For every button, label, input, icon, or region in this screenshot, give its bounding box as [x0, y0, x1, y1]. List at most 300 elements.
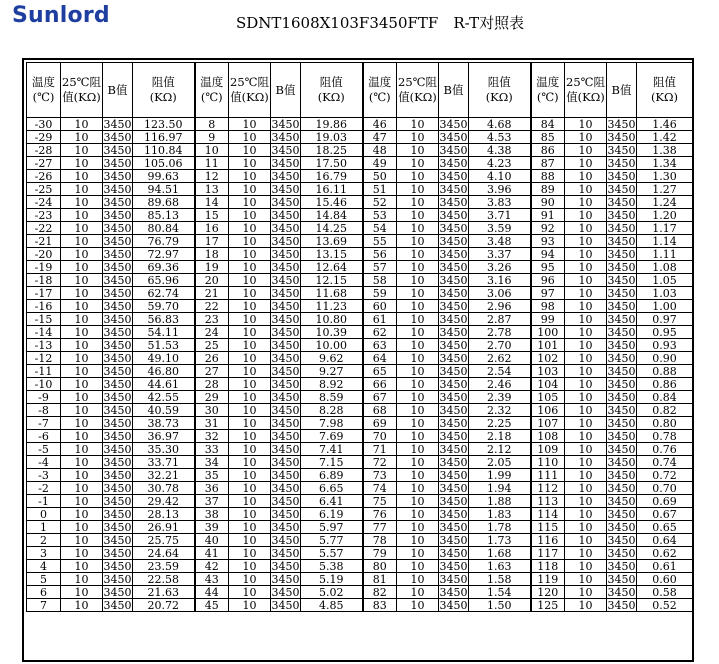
b-value-cell: 3450	[607, 260, 636, 274]
b-value-cell: 3450	[103, 494, 132, 508]
r25-cell: 10	[565, 495, 607, 508]
temperature-cell: 75	[363, 495, 397, 508]
resistance-cell: 1.42	[637, 131, 693, 144]
temperature-cell: 6	[27, 586, 61, 599]
temperature-cell: 3	[27, 547, 61, 560]
b-value-cell: 3450	[103, 169, 132, 183]
b-value-cell: 3450	[439, 286, 468, 300]
b-value-cell: 3450	[103, 208, 132, 222]
r25-cell: 10	[61, 352, 103, 365]
temperature-cell: -3	[27, 469, 61, 482]
resistance-cell: 1.24	[637, 196, 693, 209]
b-value-cell: 3450	[607, 520, 636, 534]
r25-cell: 10	[61, 547, 103, 560]
resistance-cell: 2.46	[469, 378, 531, 391]
temperature-cell: 117	[531, 547, 565, 560]
table-row	[27, 391, 693, 404]
resistance-cell: 12.64	[301, 261, 363, 274]
resistance-cell: 3.71	[469, 209, 531, 222]
resistance-cell: 0.65	[637, 521, 693, 534]
r25-cell: 10	[229, 469, 271, 482]
b-value-cell: 3450	[439, 494, 468, 508]
table-row	[27, 365, 693, 378]
temperature-cell: 56	[363, 248, 397, 261]
resistance-cell: 16.79	[301, 170, 363, 183]
r25-cell: 10	[229, 144, 271, 157]
b-value-cell: 3450	[271, 299, 300, 313]
temperature-cell: 77	[363, 521, 397, 534]
temperature-cell: 44	[195, 586, 229, 599]
resistance-cell: 16.11	[301, 183, 363, 196]
temperature-cell: -23	[27, 209, 61, 222]
table-row	[27, 274, 693, 287]
b-value-cell: 3450	[271, 364, 300, 378]
resistance-cell: 4.85	[301, 599, 363, 612]
temperature-cell: 115	[531, 521, 565, 534]
r25-cell: 10	[397, 157, 439, 170]
temperature-cell: 57	[363, 261, 397, 274]
temperature-cell: 50	[363, 170, 397, 183]
temperature-cell: 110	[531, 456, 565, 469]
table-row	[27, 157, 693, 170]
resistance-cell: 36.97	[133, 430, 195, 443]
b-value-cell: 3450	[271, 507, 300, 521]
r25-cell: 10	[397, 300, 439, 313]
r25-cell: 10	[61, 391, 103, 404]
r25-cell: 10	[565, 261, 607, 274]
temperature-cell: 113	[531, 495, 565, 508]
temperature-cell: 22	[195, 300, 229, 313]
r25-cell: 10	[397, 144, 439, 157]
r25-cell: 10	[565, 170, 607, 183]
resistance-cell: 1.27	[637, 183, 693, 196]
header-resistance: 阻值 (KΩ)	[637, 63, 693, 118]
r25-cell: 10	[61, 183, 103, 196]
r25-cell: 10	[229, 508, 271, 521]
b-value-cell: 3450	[271, 585, 300, 599]
r25-cell: 10	[397, 599, 439, 612]
temperature-cell: 1	[27, 521, 61, 534]
table-row	[27, 287, 693, 300]
b-value-cell: 3450	[103, 299, 132, 313]
temperature-cell: 17	[195, 235, 229, 248]
resistance-cell: 28.13	[133, 508, 195, 521]
resistance-cell: 0.82	[637, 404, 693, 417]
r25-cell: 10	[565, 300, 607, 313]
resistance-cell: 1.38	[637, 144, 693, 157]
b-value-cell: 3450	[439, 559, 468, 573]
b-value-cell: 3450	[439, 364, 468, 378]
temperature-cell: 66	[363, 378, 397, 391]
resistance-cell: 0.64	[637, 534, 693, 547]
temperature-cell: 90	[531, 196, 565, 209]
b-value-cell: 3450	[439, 377, 468, 391]
temperature-cell: 111	[531, 469, 565, 482]
b-value-cell: 3450	[607, 585, 636, 599]
temperature-cell: -20	[27, 248, 61, 261]
rt-table-frame	[22, 58, 694, 662]
resistance-cell: 7.98	[301, 417, 363, 430]
resistance-cell: 5.57	[301, 547, 363, 560]
r25-cell: 10	[229, 456, 271, 469]
resistance-cell: 105.06	[133, 157, 195, 170]
resistance-cell: 1.68	[469, 547, 531, 560]
resistance-cell: 0.93	[637, 339, 693, 352]
temperature-cell: 31	[195, 417, 229, 430]
b-value-cell: 3450	[439, 429, 468, 443]
r25-cell: 10	[565, 209, 607, 222]
r25-cell: 10	[397, 417, 439, 430]
b-value-cell: 3450	[103, 273, 132, 287]
resistance-cell: 6.89	[301, 469, 363, 482]
resistance-cell: 38.73	[133, 417, 195, 430]
b-value-cell: 3450	[271, 481, 300, 495]
temperature-cell: 21	[195, 287, 229, 300]
r25-cell: 10	[229, 599, 271, 612]
b-value-cell: 3450	[439, 442, 468, 456]
temperature-cell: 19	[195, 261, 229, 274]
temperature-cell: 41	[195, 547, 229, 560]
r25-cell: 10	[229, 391, 271, 404]
temperature-cell: 95	[531, 261, 565, 274]
b-value-cell: 3450	[103, 130, 132, 144]
r25-cell: 10	[61, 495, 103, 508]
r25-cell: 10	[397, 170, 439, 183]
b-value-cell: 3450	[103, 260, 132, 274]
table-row	[27, 261, 693, 274]
resistance-cell: 69.36	[133, 261, 195, 274]
resistance-cell: 1.34	[637, 157, 693, 170]
r25-cell: 10	[565, 586, 607, 599]
r25-cell: 10	[565, 131, 607, 144]
b-value-cell: 3450	[103, 234, 132, 248]
temperature-cell: 11	[195, 157, 229, 170]
resistance-cell: 1.46	[637, 118, 693, 131]
temperature-cell: 119	[531, 573, 565, 586]
table-row	[27, 222, 693, 235]
resistance-cell: 25.75	[133, 534, 195, 547]
resistance-cell: 2.87	[469, 313, 531, 326]
b-value-cell: 3450	[271, 247, 300, 261]
r25-cell: 10	[229, 521, 271, 534]
b-value-cell: 3450	[103, 481, 132, 495]
r25-cell: 10	[397, 391, 439, 404]
b-value-cell: 3450	[439, 390, 468, 404]
resistance-cell: 46.80	[133, 365, 195, 378]
b-value-cell: 3450	[607, 221, 636, 235]
resistance-cell: 123.50	[133, 118, 195, 131]
resistance-cell: 2.25	[469, 417, 531, 430]
resistance-cell: 35.30	[133, 443, 195, 456]
resistance-cell: 1.30	[637, 170, 693, 183]
r25-cell: 10	[61, 404, 103, 417]
temperature-cell: 96	[531, 274, 565, 287]
temperature-cell: 5	[27, 573, 61, 586]
b-value-cell: 3450	[607, 416, 636, 430]
resistance-cell: 1.11	[637, 248, 693, 261]
r25-cell: 10	[61, 261, 103, 274]
r25-cell: 10	[397, 313, 439, 326]
temperature-cell: 103	[531, 365, 565, 378]
b-value-cell: 3450	[271, 455, 300, 469]
resistance-cell: 0.78	[637, 430, 693, 443]
b-value-cell: 3450	[439, 481, 468, 495]
b-value-cell: 3450	[439, 195, 468, 209]
b-value-cell: 3450	[439, 403, 468, 417]
resistance-cell: 5.77	[301, 534, 363, 547]
header-temperature: 温度(℃)	[195, 63, 229, 118]
resistance-cell: 62.74	[133, 287, 195, 300]
resistance-cell: 12.15	[301, 274, 363, 287]
header-b-value: B值	[607, 63, 637, 118]
table-row	[27, 313, 693, 326]
temperature-cell: 8	[195, 118, 229, 131]
table-row	[27, 430, 693, 443]
resistance-cell: 1.00	[637, 300, 693, 313]
b-value-cell: 3450	[439, 234, 468, 248]
resistance-cell: 3.83	[469, 196, 531, 209]
r25-cell: 10	[229, 573, 271, 586]
temperature-cell: 28	[195, 378, 229, 391]
r25-cell: 10	[565, 235, 607, 248]
temperature-cell: 9	[195, 131, 229, 144]
resistance-cell: 7.69	[301, 430, 363, 443]
temperature-cell: 100	[531, 326, 565, 339]
b-value-cell: 3450	[271, 416, 300, 430]
r25-cell: 10	[61, 170, 103, 183]
temperature-cell: 49	[363, 157, 397, 170]
temperature-cell: -25	[27, 183, 61, 196]
resistance-cell: 1.88	[469, 495, 531, 508]
temperature-cell: 99	[531, 313, 565, 326]
r25-cell: 10	[565, 157, 607, 170]
b-value-cell: 3450	[103, 455, 132, 469]
temperature-cell: 88	[531, 170, 565, 183]
r25-cell: 10	[565, 534, 607, 547]
r25-cell: 10	[565, 456, 607, 469]
temperature-cell: 79	[363, 547, 397, 560]
header-resistance: 阻值 (KΩ)	[301, 63, 363, 118]
r25-cell: 10	[61, 443, 103, 456]
r25-cell: 10	[565, 144, 607, 157]
b-value-cell: 3450	[439, 520, 468, 534]
b-value-cell: 3450	[607, 182, 636, 196]
r25-cell: 10	[229, 313, 271, 326]
b-value-cell: 3450	[607, 117, 636, 131]
resistance-cell: 1.58	[469, 573, 531, 586]
temperature-cell: -16	[27, 300, 61, 313]
b-value-cell: 3450	[607, 312, 636, 326]
resistance-cell: 1.78	[469, 521, 531, 534]
r25-cell: 10	[61, 508, 103, 521]
temperature-cell: 92	[531, 222, 565, 235]
temperature-cell: -6	[27, 430, 61, 443]
r25-cell: 10	[397, 443, 439, 456]
b-value-cell: 3450	[439, 546, 468, 560]
r25-cell: 10	[61, 287, 103, 300]
r25-cell: 10	[61, 586, 103, 599]
header-temperature: 温度(℃)	[531, 63, 565, 118]
r25-cell: 10	[229, 586, 271, 599]
temperature-cell: 32	[195, 430, 229, 443]
b-value-cell: 3450	[271, 572, 300, 586]
resistance-cell: 32.21	[133, 469, 195, 482]
resistance-cell: 0.61	[637, 560, 693, 573]
r25-cell: 10	[397, 560, 439, 573]
b-value-cell: 3450	[103, 221, 132, 235]
resistance-cell: 56.83	[133, 313, 195, 326]
temperature-cell: -4	[27, 456, 61, 469]
table-row	[27, 586, 693, 599]
b-value-cell: 3450	[439, 312, 468, 326]
b-value-cell: 3450	[607, 234, 636, 248]
r25-cell: 10	[397, 339, 439, 352]
temperature-cell: 54	[363, 222, 397, 235]
r25-cell: 10	[61, 248, 103, 261]
r25-cell: 10	[229, 482, 271, 495]
temperature-cell: 23	[195, 313, 229, 326]
b-value-cell: 3450	[271, 377, 300, 391]
r25-cell: 10	[61, 482, 103, 495]
r25-cell: 10	[565, 573, 607, 586]
r25-cell: 10	[397, 378, 439, 391]
resistance-cell: 85.13	[133, 209, 195, 222]
b-value-cell: 3450	[607, 559, 636, 573]
resistance-cell: 42.55	[133, 391, 195, 404]
table-row	[27, 352, 693, 365]
header-b-value: B值	[103, 63, 133, 118]
temperature-cell: -28	[27, 144, 61, 157]
b-value-cell: 3450	[271, 494, 300, 508]
resistance-cell: 51.53	[133, 339, 195, 352]
temperature-cell: 20	[195, 274, 229, 287]
b-value-cell: 3450	[439, 338, 468, 352]
temperature-cell: 2	[27, 534, 61, 547]
temperature-cell: -27	[27, 157, 61, 170]
r25-cell: 10	[61, 157, 103, 170]
temperature-cell: 68	[363, 404, 397, 417]
b-value-cell: 3450	[607, 143, 636, 157]
temperature-cell: 15	[195, 209, 229, 222]
b-value-cell: 3450	[271, 286, 300, 300]
header-r25: 25℃阻值(KΩ)	[229, 63, 271, 118]
temperature-cell: 85	[531, 131, 565, 144]
r25-cell: 10	[61, 144, 103, 157]
temperature-cell: 10	[195, 144, 229, 157]
temperature-cell: -30	[27, 118, 61, 131]
resistance-cell: 5.02	[301, 586, 363, 599]
b-value-cell: 3450	[607, 442, 636, 456]
r25-cell: 10	[565, 469, 607, 482]
temperature-cell: 64	[363, 352, 397, 365]
temperature-cell: 55	[363, 235, 397, 248]
resistance-cell: 26.91	[133, 521, 195, 534]
r25-cell: 10	[397, 365, 439, 378]
b-value-cell: 3450	[271, 403, 300, 417]
b-value-cell: 3450	[607, 507, 636, 521]
temperature-cell: 39	[195, 521, 229, 534]
b-value-cell: 3450	[607, 403, 636, 417]
b-value-cell: 3450	[103, 585, 132, 599]
table-row	[27, 196, 693, 209]
temperature-cell: 93	[531, 235, 565, 248]
r25-cell: 10	[229, 365, 271, 378]
r25-cell: 10	[61, 560, 103, 573]
resistance-cell: 19.86	[301, 118, 363, 131]
temperature-cell: 0	[27, 508, 61, 521]
table-row	[27, 378, 693, 391]
header-r25: 25℃阻值(KΩ)	[61, 63, 103, 118]
b-value-cell: 3450	[607, 429, 636, 443]
header-resistance: 阻值 (KΩ)	[133, 63, 195, 118]
b-value-cell: 3450	[103, 416, 132, 430]
header-b-value: B值	[271, 63, 301, 118]
resistance-cell: 6.65	[301, 482, 363, 495]
b-value-cell: 3450	[271, 195, 300, 209]
resistance-cell: 20.72	[133, 599, 195, 612]
temperature-cell: 80	[363, 560, 397, 573]
table-row	[27, 170, 693, 183]
resistance-cell: 10.39	[301, 326, 363, 339]
temperature-cell: 51	[363, 183, 397, 196]
r25-cell: 10	[229, 261, 271, 274]
r25-cell: 10	[565, 287, 607, 300]
temperature-cell: 40	[195, 534, 229, 547]
resistance-cell: 1.54	[469, 586, 531, 599]
resistance-cell: 3.26	[469, 261, 531, 274]
b-value-cell: 3450	[103, 286, 132, 300]
r25-cell: 10	[397, 326, 439, 339]
table-body	[27, 118, 693, 612]
resistance-cell: 5.38	[301, 560, 363, 573]
temperature-cell: 7	[27, 599, 61, 612]
temperature-cell: 12	[195, 170, 229, 183]
temperature-cell: 4	[27, 560, 61, 573]
resistance-cell: 0.60	[637, 573, 693, 586]
resistance-cell: 0.69	[637, 495, 693, 508]
b-value-cell: 3450	[607, 286, 636, 300]
r25-cell: 10	[229, 248, 271, 261]
r25-cell: 10	[397, 352, 439, 365]
resistance-cell: 72.97	[133, 248, 195, 261]
r25-cell: 10	[229, 430, 271, 443]
resistance-cell: 0.76	[637, 443, 693, 456]
b-value-cell: 3450	[439, 221, 468, 235]
temperature-cell: -19	[27, 261, 61, 274]
r25-cell: 10	[565, 274, 607, 287]
resistance-cell: 3.37	[469, 248, 531, 261]
table-row	[27, 547, 693, 560]
b-value-cell: 3450	[607, 156, 636, 170]
b-value-cell: 3450	[607, 598, 636, 612]
b-value-cell: 3450	[607, 208, 636, 222]
resistance-cell: 2.39	[469, 391, 531, 404]
r25-cell: 10	[397, 274, 439, 287]
b-value-cell: 3450	[439, 468, 468, 482]
table-row	[27, 534, 693, 547]
resistance-cell: 76.79	[133, 235, 195, 248]
b-value-cell: 3450	[103, 182, 132, 196]
r25-cell: 10	[61, 521, 103, 534]
resistance-cell: 0.88	[637, 365, 693, 378]
resistance-cell: 17.50	[301, 157, 363, 170]
temperature-cell: 120	[531, 586, 565, 599]
temperature-cell: -13	[27, 339, 61, 352]
resistance-cell: 7.41	[301, 443, 363, 456]
temperature-cell: 42	[195, 560, 229, 573]
resistance-cell: 0.70	[637, 482, 693, 495]
b-value-cell: 3450	[271, 312, 300, 326]
